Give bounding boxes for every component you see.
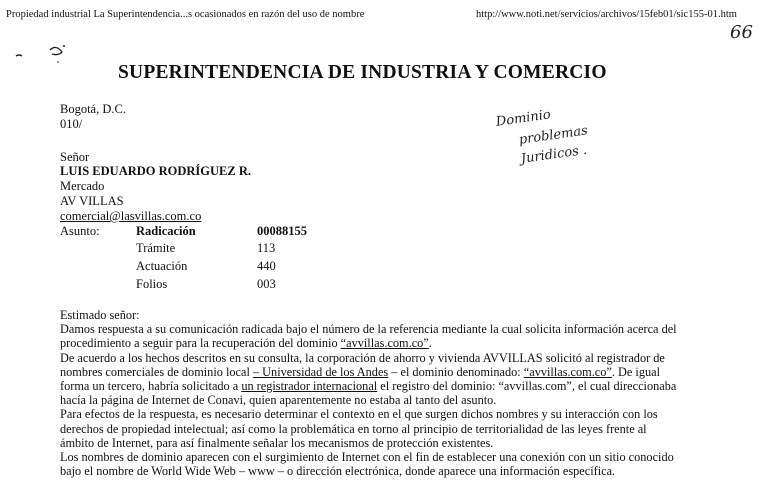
handwritten-note-line-3: Juridicos . [520,142,588,167]
handwritten-note-line-2: problemas [518,123,589,148]
asunto-row-label: Folios [136,277,168,291]
asunto-row-value: 00088155 [257,224,307,238]
asunto-row-label: Radicación [136,224,196,238]
place: Bogotá, D.C. [60,102,126,116]
addressee-name: LUIS EDUARDO RODRÍGUEZ R. [60,164,251,178]
handwritten-page-number: 66 [730,22,753,43]
greeting: Estimado señor: [60,308,140,322]
registrar-international: un registrador internacional [241,379,378,394]
paragraph-4 [60,450,750,478]
text-line: derechos de propiedad intelectual; así como la problemática en torno al principio de territorialidad de las leyes frente al [60,421,647,436]
text-line: Damos respuesta a su comunicación radicada bajo el número de la referencia mediante la cual solicita información acerca del [60,322,677,337]
logo-mark [14,38,74,68]
handwritten-note-line-1: Dominio [495,107,552,130]
letter-body [60,308,750,478]
asunto-row-value: 003 [257,277,276,291]
text-line: Los nombres de dominio aparecen con el surgimiento de Internet con el fin de establecer una conexión con un sitio conocido [60,450,674,465]
text-fragment: . [428,336,432,351]
domain-mention: “avvillas.com.co” [523,364,612,379]
reference: 010/ [60,117,83,131]
addressee-company: AV VILLAS [60,194,124,208]
domain-mention: “avvillas.com.co” [340,336,429,351]
asunto-row-label: Actuación [136,259,188,273]
text-fragment: – el dominio denominado: [388,364,524,379]
text-line: procedimiento a seguir para la recuperación del dominio [60,336,341,351]
text-fragment: nombres comerciales de dominio local [60,364,253,379]
addressee-dept: Mercado [60,179,105,193]
header-title: Propiedad industrial La Superintendencia...s ocasionados en razón del uso de nombre [6,9,365,20]
document-title: SUPERINTENDENCIA DE INDUSTRIA Y COMERCIO [118,62,607,83]
paragraph-1 [60,322,750,350]
addressee-email[interactable]: comercial@lasvillas.com.co [60,209,202,223]
text-fragment: . De igual [611,364,661,379]
asunto-row-label: Trámite [136,241,176,255]
text-fragment: el registro del dominio: “avvillas.com”, el cual direccionaba [377,379,677,394]
header-url: http://www.noti.net/servicios/archivos/15feb01/sic155-01.htm [476,9,737,20]
text-line: ámbito de Internet, para así finalmente señalar los mecanismos de protección existentes. [60,435,494,450]
asunto-row-value: 440 [257,259,276,273]
text-line: bajo el nombre de World Wide Web – www – o dirección electrónica, donde aparece una información específica. [60,464,616,479]
asunto-row-value: 113 [257,241,276,255]
text-line: De acuerdo a los hechos descritos en su consulta, la corporación de ahorro y vivienda AVVILLAS solicitó al registrador de [60,350,665,365]
paragraph-2 [60,351,750,408]
text-line: Para efectos de la respuesta, es necesario determinar el contexto en el que surgen dichos nombres y su interacción con los [60,407,658,422]
registrar-local: – Universidad de los Andes [252,364,389,379]
salutation: Señor [60,150,90,164]
text-line: hacía la página de Internet de Conavi, quien aparentemente no estaba al tanto del asunto. [60,393,497,408]
asunto-label: Asunto: [60,224,100,238]
paragraph-3 [60,407,750,450]
text-fragment: forma un tercero, habría solicitado a [60,379,242,394]
